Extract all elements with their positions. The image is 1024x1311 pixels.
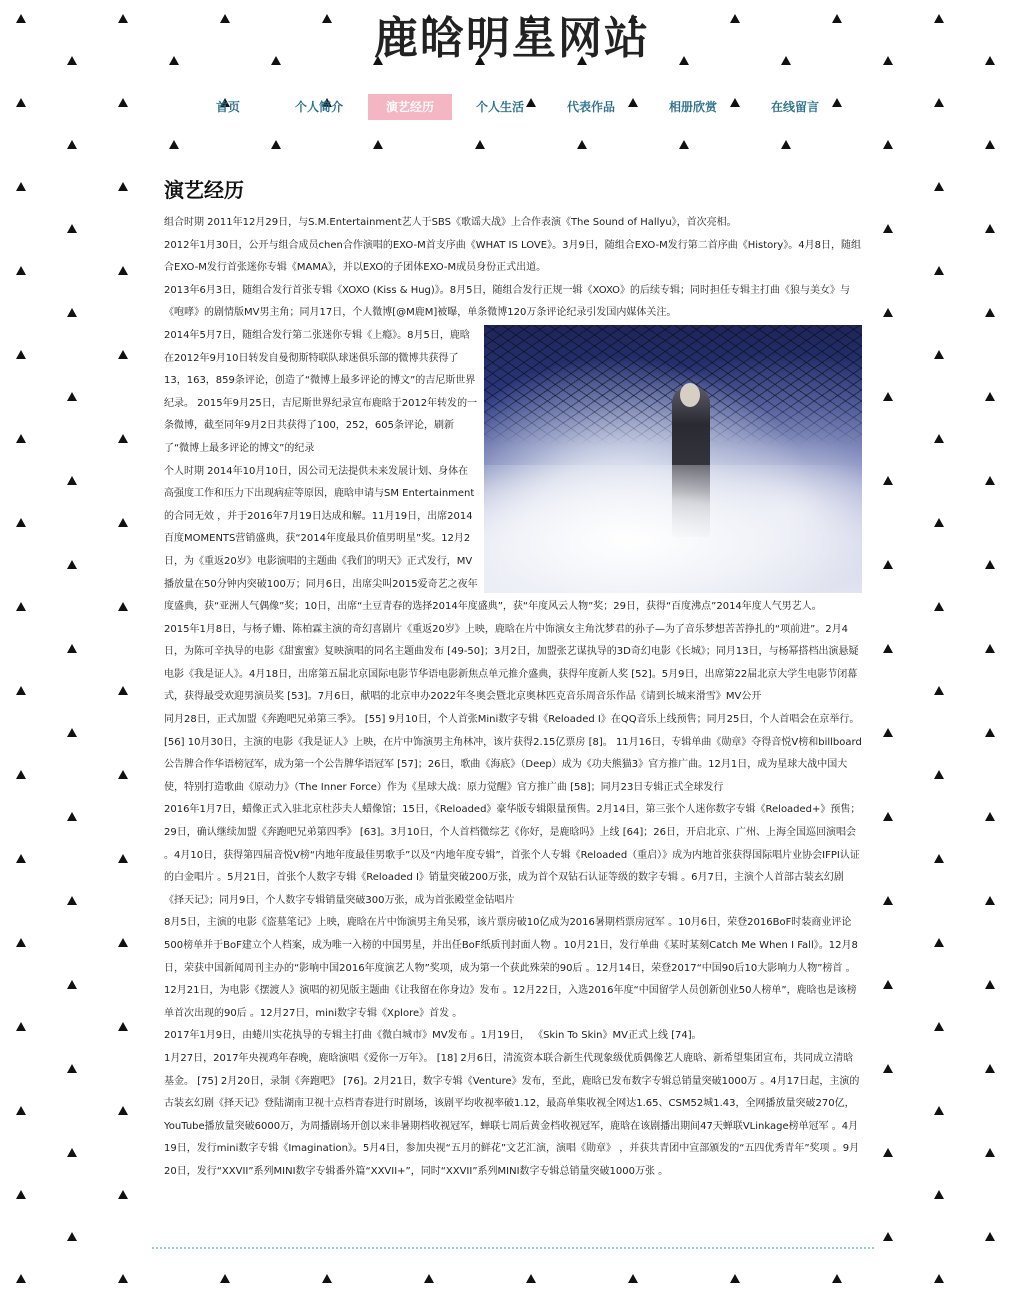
nav-item-career[interactable]: 演艺经历 (368, 94, 452, 120)
section-title: 演艺经历 (164, 178, 244, 202)
article-paragraph: 2015年1月8日，与杨子姗、陈柏霖主演的奇幻喜剧片《重返20岁》上映，鹿晗在片中饰演女主角沈梦君的孙子—为了音乐梦想苦苦挣扎的“项前进”。2月4日，为陈可辛执导的电影《甜蜜蜜》复映演唱的同名主题曲发布 [49-50]；3月2日，加盟张艺谋执导的3D奇幻电影《长城》；同月13日，与杨幂搭档出演悬疑电影《我是证人》。4月18日，出席第五届北京国际电影节华语电影新焦点单元推介盛典，获得年度新人奖 [52]。5月9日，出席第22届北京大学生电影节闭幕式，获得最受欢迎男演员奖 [53]。7月6日，献唱的北京申办2022年冬奥会暨北京奥林匹克音乐周音乐作品《请到长城来滑雪》MV公开 (164, 623, 859, 703)
nav-item-home[interactable]: 首页 (215, 100, 240, 114)
article-paragraph: 8月5日，主演的电影《盗墓笔记》上映，鹿晗在片中饰演男主角吴邪，该片票房破10亿成为2016暑期档票房冠军 。10月6日，荣登2016BoF时装商业评论500榜单并于BoF建立个人档案，成为唯一入榜的中国男星，并出任BoF纸质刊封面人物 。10月21日，发行单曲《某时某刻Catch Me When I Fall》。12月8日，荣获中国新闻周刊主办的“影响中国2016年度演艺人物”奖项，成为第一个获此殊荣的90后 。12月14日，荣登2017“中国90后10大影响力人物”榜首 。12月21日，为电影《摆渡人》演唱的初见版主题曲《让我留在你身边》发布 。12月22日，入选2016年度“中国留学人员创新创业50人榜单”，鹿晗也是该榜单首次出现的90后 。12月27日，mini数字专辑《Xplore》首发 。 (164, 917, 858, 1019)
nav-item-life[interactable]: 个人生活 (475, 100, 524, 114)
article-body (164, 212, 862, 1184)
article-paragraph: 2016年1月7日，蜡像正式入驻北京杜莎夫人蜡像馆；15日，《Reloaded》豪华版专辑限量预售。2月14日，第三张个人迷你数字专辑《Reloaded+》预售；29日，确认继续加盟《奔跑吧兄弟第四季》 [63]。3月10日，个人首档微综艺《你好，是鹿晗吗》上线 [64]；26日，开启北京、广州、上海全国巡回演唱会 。4月10日，获得第四届音悦V榜“内地年度最佳男歌手”以及“内地年度专辑”，首张个人专辑《Reloaded（重启）》成为内地首张获得国际唱片业协会IFPI认证的白金唱片 。5月21日，首张个人数字专辑《Reloaded I》销量突破200万张，成为首个双钻石认证等级的数字专辑 。6月7日，主演个人首部古装玄幻剧《择天记》；同月9日，个人数字专辑销量突破300万张，成为首张殿堂金钻唱片 (164, 804, 861, 906)
footer-divider (152, 1247, 874, 1249)
article-paragraph: 同月28日，正式加盟《奔跑吧兄弟第三季》。 [55] 9月10日，个人首张Mini数字专辑《Reloaded I》在QQ音乐上线预售；同月25日，个人首唱会在京举行。 [56] 10月30日，主演的电影《我是证人》上映，在片中饰演男主角林冲，该片获得2.15亿票房 [8]。 11月16日，专辑单曲《勋章》夺得音悦V榜和billboard公告牌合作华语榜冠军，成为第一个公告牌华语冠军 [57]；26日，歌曲《海底》（Deep）成为《功夫熊猫3》官方推广曲。12月1日，成为星球大战中国大使，特别打造歌曲《原动力》（The Inner Force）作为《星球大战：原力觉醒》官方推广曲 [58]；同月23日专辑正式全球发行 (164, 714, 862, 793)
main-content (152, 160, 868, 1246)
article-paragraph: 2014年5月7日，随组合发行第二张迷你专辑《上瘾》。8月5日，鹿晗在2012年9月10日转发自曼彻斯特联队球迷俱乐部的微博共获得了13，163，859条评论，创造了“微博上最多评论的博文”的吉尼斯世界纪录。 2015年9月25日，吉尼斯世界纪录宣布鹿晗于2012年转发的一条微博，截至同年9月2日共获得了100，252，605条评论，刷新了“微博上最多评论的博文”的纪录 (164, 329, 478, 454)
nav-item-works[interactable]: 代表作品 (566, 100, 615, 114)
article-paragraph: 个人时期 2014年10月10日，因公司无法提供未来发展计划、身体在高强度工作和压力下出现病症等原因，鹿晗申请与SM Entertainment的合同无效 ，并于2016年7月19日达成和解。11月19日，出席2014百度MOMENTS营销盛典，获“2014年度最具价值男明星”奖。12月2日，为《重返20岁》电影演唱的主题曲《我们的明天》正式发行，MV播放量在50分钟内突破100万；同月6日，出席尖叫2015爱奇艺之夜年度盛典，获“亚洲人气偶像”奖；10日，出席“土豆青春的选择2014年度盛典”，获“年度风云人物”奖；29日，获得“百度沸点”2014年度人气男艺人。 (164, 465, 822, 613)
article-paragraph: 2013年6月3日，随组合发行首张专辑《XOXO (Kiss & Hug)》。8月5日，随组合发行正规一辑《XOXO》的后续专辑；同时担任专辑主打曲《狼与美女》与《咆哮》的剧情版MV男主角；同月17日，个人微博[@M鹿M]被曝，单条微博120万条评论纪录引发国内媒体关注。 (164, 284, 851, 319)
article-paragraph: 2012年1月30日，公开与组合成员chen合作演唱的EXO-M首支序曲《WHAT IS LOVE》。3月9日，随组合EXO-M发行第二首序曲《History》。4月8日，随组合EXO-M发行首张迷你专辑《MAMA》，并以EXO的子团体EXO-M成员身份正式出道。 (164, 239, 862, 274)
nav-item-gallery[interactable]: 相册欣赏 (668, 100, 717, 114)
nav-item-profile[interactable]: 个人简介 (294, 100, 343, 114)
article-paragraph: 2017年1月9日，由蜷川实花执导的专辑主打曲《微白城市》MV发布 。1月19日， 《Skin To Skin》MV正式上线 [74]。 (164, 1030, 702, 1042)
site-title: 鹿晗明星网站 (374, 13, 650, 64)
photo-stage-mist (484, 465, 862, 593)
nav-item-guestbook[interactable]: 在线留言 (770, 100, 819, 114)
photo-performer-head (680, 383, 700, 407)
main-nav (180, 94, 840, 120)
stage-photo (484, 325, 862, 593)
article-paragraph: 组合时期 2011年12月29日，与S.M.Entertainment艺人于SBS《歌谣大战》上合作表演《The Sound of Hallyu》，首次亮相。 (164, 217, 737, 228)
article-paragraph: 1月27日，2017年央视鸡年春晚，鹿晗演唱《爱你一万年》。 [18] 2月6日，清流资本联合新生代现象级优质偶像艺人鹿晗、新希望集团宣布，共同成立清晗基金。 [75] 2月20日，录制《奔跑吧》 [76]。2月21日，数字专辑《Venture》发布，至此，鹿晗已发布数字专辑总销量突破1000万 。4月17日起，主演的古装玄幻剧《择天记》登陆湖南卫视十点档青春进行时剧场，该剧平均收视率破1.12，最高单集收视全网达1.65、CSM52城1.43，全网播放量突破270亿，YouTube播放量突破6000万，为周播剧场开创以来非暑期档收视冠军，蝉联七周后黄金档收视冠军，鹿晗在该剧播出期间47天蝉联VLinkage榜单冠军 。4月19日，发行mini数字专辑《Imagination》。5月4日，参加央视“五月的鲜花”文艺汇演，演唱《勋章》 ，并获共青团中宣部颁发的“五四优秀青年”奖项 。9月20日，发行“XXVII”系列MINI数字专辑番外篇“XXVII+”，同时“XXVII”系列MINI数字专辑总销量突破1000万张 。 (164, 1052, 860, 1177)
